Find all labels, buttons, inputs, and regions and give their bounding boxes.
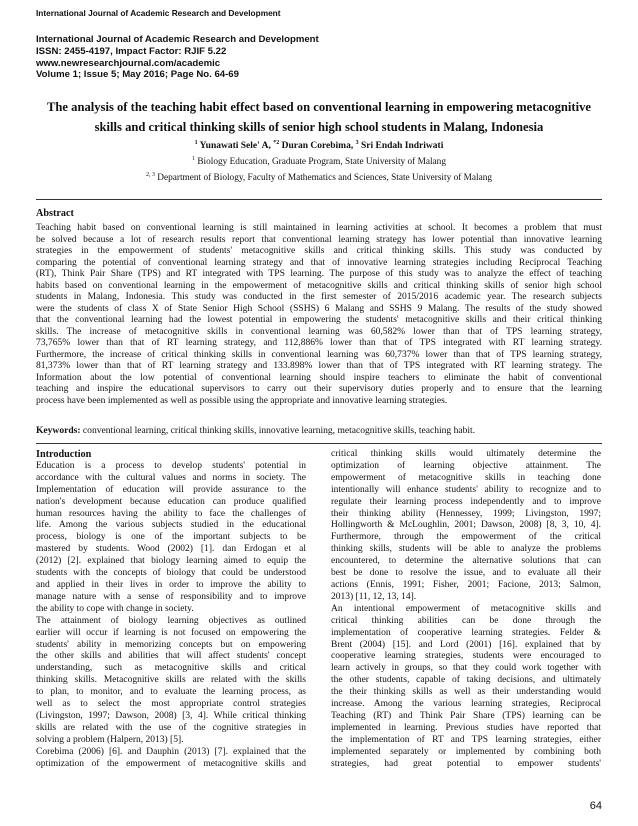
affiliation-2-sup: 2, 3 bbox=[145, 171, 155, 178]
body-line: (2012) [2]. explained that biology learning aimed to equip the bbox=[36, 556, 306, 567]
body-line: critical thinking skills would ultimately determine the bbox=[331, 449, 601, 459]
body-line: An intentional empowerment of metacognitive skills and bbox=[331, 603, 601, 614]
abstract-line: were the students of class X of State Senior High School (SSHS) 6 Malang and SSHS 9 Malang. The results of the study showed bbox=[36, 302, 602, 314]
abstract-body bbox=[36, 222, 602, 406]
abstract-line: (RT), Think Pair Share (TPS) and RT integrated with TPS learning. The purpose of this study was to analyze the effect of teaching bbox=[36, 268, 602, 279]
body-line: the their thinking skills as well as their understanding would bbox=[331, 687, 601, 698]
affiliation-2 bbox=[0, 173, 638, 183]
body-line: to plan, to monitor, and to evaluate the learning process, as bbox=[36, 687, 306, 698]
body-line: actions (Ennis, 1991; Fisher, 2001; Facione, 2013; Salmon, bbox=[331, 579, 601, 590]
divider-top bbox=[36, 199, 602, 200]
abstract-line: that the conventional learning had the lowest potential in empowering the students' metacognitive skills and their critical thinking bbox=[36, 314, 602, 325]
left-column bbox=[36, 449, 306, 770]
body-line: Implementation of education will provide assurance to the bbox=[36, 484, 306, 495]
abstract-line: 81,373% lower than that of RT learning strategy and 133.898% lower than that of TPS integrated with RT learning strategy. The bbox=[36, 360, 602, 371]
body-line: accordance with the cultural values and norms in society. The bbox=[36, 472, 306, 483]
keywords-text: conventional learning, critical thinking skills, innovative learning, metacognitive skills, teaching habit. bbox=[80, 425, 476, 436]
running-head: International Journal of Academic Research and Development bbox=[36, 8, 281, 18]
affiliation-2-text: Department of Biology, Faculty of Mathematics and Sciences, State University of Malang bbox=[154, 173, 493, 183]
abstract-line: Teaching habit based on conventional learning is still maintained in learning activities at school. It becomes a problem that must bbox=[36, 222, 602, 233]
body-line: Teaching (RT) and Think Pair Share (TPS) learning can be bbox=[331, 710, 601, 721]
left-column-text bbox=[36, 461, 306, 771]
body-line: critical thinking abilities can be done through the bbox=[331, 615, 601, 626]
abstract-line: students in Malang, Indonesia. This study was conducted in the first semester of 2015/2016 academic year. The research subjects bbox=[36, 291, 602, 302]
body-line: Furthermore, through the empowerment of the critical bbox=[331, 532, 601, 543]
journal-metadata bbox=[36, 34, 319, 81]
body-line: thinking skills. Metacognitive skills are related with the skills bbox=[36, 675, 306, 686]
journal-issn: ISSN: 2455-4197, Impact Factor: RJIF 5.22 bbox=[36, 45, 227, 57]
body-line: students with the concepts of biology that could be understood bbox=[36, 568, 306, 579]
body-line: Education is a process to develop students' potential in bbox=[36, 460, 306, 471]
body-line: optimization of learning objective attainment. The bbox=[331, 460, 601, 471]
body-line: strategies, had great potential to empower students' bbox=[331, 758, 601, 769]
divider-bottom bbox=[36, 443, 602, 444]
author-3: Sri Endah Indriwati bbox=[358, 141, 444, 151]
body-line: solving a problem (Halpern, 2013) [5]. bbox=[36, 734, 184, 745]
author-2: Duran Corebima, bbox=[279, 141, 356, 151]
body-line: the implementation of RT and TPS learning strategies, either bbox=[331, 734, 601, 745]
body-line: understanding, such as metacognitive skills and critical bbox=[36, 663, 306, 674]
body-line: implemented in learning. Previous studies have reported that bbox=[331, 722, 601, 733]
introduction-heading: Introduction bbox=[36, 449, 92, 460]
body-line: their thinking ability (Hennessey, 1999; Livingston, 1997; bbox=[331, 508, 601, 519]
body-line: the other skills and abilities that will affect students' concept bbox=[36, 651, 306, 662]
body-line: encountered, to determine the alternative solutions that can bbox=[331, 556, 601, 567]
affiliation-1-text: Biology Education, Graduate Program, State University of Malang bbox=[195, 157, 446, 167]
author-list bbox=[0, 141, 638, 151]
body-line: skills are related with the use of the cognitive strategies in bbox=[36, 722, 306, 733]
author-1: Yunawati Sele' A, bbox=[197, 141, 274, 151]
body-line: regulate their learning process independently and to improve bbox=[331, 496, 601, 507]
abstract-line: 73,765% lower than that of RT learning strategy, and 112,886% lower than that of TPS integrated with RT learning strategy. bbox=[36, 337, 602, 348]
body-line: process, biology is one of the important subjects to be bbox=[36, 532, 306, 543]
body-line: optimization of the empowerment of metacognitive skills and bbox=[36, 758, 306, 769]
journal-name: International Journal of Academic Research and Development bbox=[36, 34, 319, 45]
body-line: students' ability in memorizing concepts but on empowering bbox=[36, 639, 306, 650]
abstract-line: be solved because a lot of research results report that conventional learning strategy has lower potential than innovative learning bbox=[36, 233, 602, 245]
body-line: best be done to resolve the issue, and to evaluate all their bbox=[331, 568, 601, 579]
body-line: empowerment of metacognitive skills in teaching done bbox=[331, 472, 601, 483]
right-column bbox=[331, 449, 601, 770]
author-2-sup: *2 bbox=[273, 139, 280, 146]
body-line: increase. Among the various learning strategies, Reciprocal bbox=[331, 699, 601, 710]
journal-volume: Volume 1; Issue 5; May 2016; Page No. 64-69 bbox=[36, 69, 239, 81]
body-line: manage nature with a sense of responsibility and to improve bbox=[36, 591, 306, 602]
body-line: learn actively in groups, so that they could work together with bbox=[331, 663, 601, 674]
journal-url[interactable]: www.newresearchjournal.com/academic bbox=[36, 57, 221, 69]
abstract-line: skills. The increase of metacognitive skills in conventional learning was 60,582% lower than that of TPS learning strategy, bbox=[36, 325, 602, 337]
abstract-line: teaching and inspire the educational supervisors to carry out their supervisory duties properly and to ensure that the learning bbox=[36, 383, 602, 394]
affiliation-1-sup: 1 bbox=[192, 155, 196, 162]
abstract-line: process have been implemented as well as possible using the appropriate and innovative learning strategies. bbox=[36, 394, 448, 406]
paper-title bbox=[30, 97, 608, 137]
abstract-line: Information about the low potential of conventional learning should inspire teachers to eliminate the habit of conventional bbox=[36, 371, 602, 383]
body-line: Brent (2004) [15]. and Lord (2001) [16]. explained that by bbox=[331, 639, 601, 650]
abstract-line: Furthermore, the increase of critical thinking skills in conventional learning was 60,737% lower than that of TPS learning strategy, bbox=[36, 348, 602, 360]
affiliation-1 bbox=[0, 157, 638, 167]
body-line: implemented separately or implemented by combining both bbox=[331, 746, 601, 757]
body-line: well as to select the most appropriate control strategies bbox=[36, 699, 306, 710]
author-3-sup: 3 bbox=[355, 139, 359, 146]
body-line: human resources having the ability to face the challenges of bbox=[36, 508, 306, 519]
body-line: 2013) [11, 12, 13, 14]. bbox=[331, 591, 417, 602]
body-line: cooperative learning strategies, students were encouraged to bbox=[331, 651, 601, 662]
body-line: the other students, capable of taking decisions, and ultimately bbox=[331, 675, 601, 686]
body-line: nation's development because education can produce qualified bbox=[36, 496, 306, 507]
page-number: 64 bbox=[589, 800, 602, 812]
body-line: Corebima (2006) [6]. and Dauphin (2013) [7]. explained that the bbox=[36, 746, 306, 757]
abstract-line: strategies in the empowerment of students' metacognitive skills and critical thinking skills. This study was conducted by bbox=[36, 245, 602, 256]
title-line-2: skills and critical thinking skills of senior high school students in Malang, Indonesia bbox=[94, 120, 544, 134]
keywords-label: Keywords: bbox=[36, 425, 81, 436]
author-1-sup: 1 bbox=[194, 139, 198, 146]
body-line: thinking skills, students will be able to analyze the problems bbox=[331, 544, 601, 555]
body-line: mastered by students. Wood (2002) [1]. dan Erdogan et al bbox=[36, 544, 306, 555]
abstract-line: comparing the potential of conventional learning strategy and that of innovative learning strategies including Reciprocal Teaching bbox=[36, 256, 602, 268]
body-line: implementation of cooperative learning strategies. Felder & bbox=[331, 627, 601, 638]
abstract-heading: Abstract bbox=[36, 208, 74, 219]
keywords bbox=[36, 425, 602, 436]
body-line: life. Among the various subjects studied in the educational bbox=[36, 520, 306, 531]
body-line: and applied in their lives in order to improve the ability to bbox=[36, 579, 306, 590]
body-line: intentionally will enhance students' ability to recognize and to bbox=[331, 484, 601, 495]
body-line: (Livingston, 1997; Dawson, 2008) [3, 4]. While critical thinking bbox=[36, 710, 306, 721]
body-line: Hollingworth & McLoughlin, 2001; Dawson, 2008) [8, 3, 10, 4]. bbox=[331, 520, 601, 531]
body-line: earlier will occur if learning is not focused on empowering the bbox=[36, 627, 306, 638]
title-line-1: The analysis of the teaching habit effect based on conventional learning in empowering metacognitive bbox=[47, 100, 591, 114]
abstract-line: habits based on conventional learning in the empowerment of metacognitive skills and critical thinking skills of senior high school bbox=[36, 279, 602, 291]
body-line: The attainment of biology learning objectives as outlined bbox=[36, 615, 306, 626]
body-line: the ability to cope with change in society. bbox=[36, 603, 194, 614]
